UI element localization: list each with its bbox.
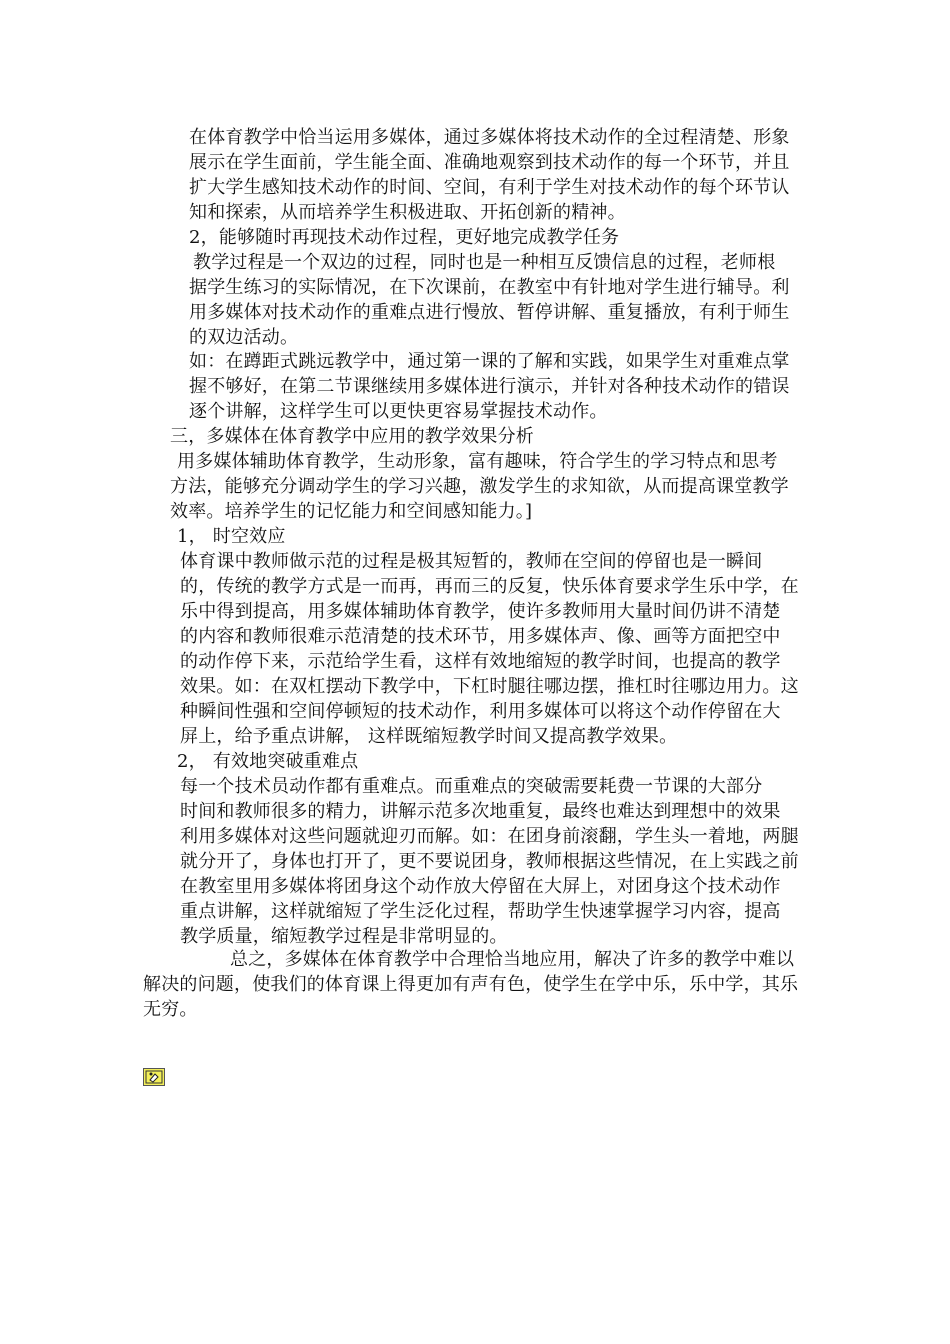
text-line: 时间和教师很多的精力，讲解示范多次地重复，最终也难达到理想中的效果 <box>180 801 781 822</box>
text-line: 的内容和教师很难示范清楚的技术环节，用多媒体声、像、画等方面把空中 <box>180 626 781 647</box>
text-line: 知和探索，从而培养学生积极进取、开拓创新的精神。 <box>189 202 626 223</box>
section-heading: 三，多媒体在体育教学中应用的教学效果分析 <box>170 426 534 447</box>
embedded-object-icon[interactable] <box>143 1068 165 1086</box>
section-heading: 2，能够随时再现技术动作过程，更好地完成教学任务 <box>189 227 620 248</box>
text-line: 用多媒体辅助体育教学，生动形象，富有趣味，符合学生的学习特点和思考 <box>177 451 778 472</box>
subsection-heading: 2， 有效地突破重难点 <box>177 751 359 772</box>
text-line: 就分开了，身体也打开了，更不要说团身，教师根据这些情况，在上实践之前 <box>180 851 799 872</box>
conclusion-line: 总之，多媒体在体育教学中合理恰当地应用，解决了许多的教学中难以 <box>230 949 795 970</box>
text-line: 重点讲解，这样就缩短了学生泛化过程，帮助学生快速掌握学习内容，提高 <box>180 901 781 922</box>
text-line: 种瞬间性强和空间停顿短的技术动作，利用多媒体可以将这个动作停留在大 <box>180 701 781 722</box>
text-line: 的双边活动。 <box>189 327 299 348</box>
text-line: 握不够好，在第二节课继续用多媒体进行演示，并针对各种技术动作的错误 <box>189 376 790 397</box>
text-line: 扩大学生感知技术动作的时间、空间，有利于学生对技术动作的每个环节认 <box>189 177 790 198</box>
text-line: 在体育教学中恰当运用多媒体，通过多媒体将技术动作的全过程清楚、形象 <box>189 127 790 148</box>
text-line: 每一个技术员动作都有重难点。而重难点的突破需要耗费一节课的大部分 <box>180 776 763 797</box>
text-line: 乐中得到提高，用多媒体辅助体育教学，使许多教师用大量时间仍讲不清楚 <box>180 601 781 622</box>
conclusion-line: 无穷。 <box>143 999 198 1020</box>
text-line: 据学生练习的实际情况，在下次课前，在教室中有针地对学生进行辅导。利 <box>189 277 790 298</box>
text-line: 的动作停下来，示范给学生看，这样有效地缩短的教学时间，也提高的教学 <box>180 651 781 672</box>
text-line: 体育课中教师做示范的过程是极其短暂的，教师在空间的停留也是一瞬间 <box>180 551 763 572</box>
text-line: 效果。如：在双杠摆动下教学中，下杠时腿往哪边摆，推杠时往哪边用力。这 <box>180 676 799 697</box>
text-line: 方法，能够充分调动学生的学习兴趣，激发学生的求知欲，从而提高课堂教学 <box>170 476 789 497</box>
text-line: 教学质量，缩短教学过程是非常明显的。 <box>180 926 508 947</box>
text-line: 展示在学生面前，学生能全面、准确地观察到技术动作的每一个环节，并且 <box>189 152 790 173</box>
text-line: 的，传统的教学方式是一而再，再而三的反复，快乐体育要求学生乐中学，在 <box>180 576 799 597</box>
text-line: 如：在蹲距式跳远教学中，通过第一课的了解和实践，如果学生对重难点掌 <box>189 351 790 372</box>
text-line: 在教室里用多媒体将团身这个动作放大停留在大屏上，对团身这个技术动作 <box>180 876 781 897</box>
conclusion-line: 解决的问题，使我们的体育课上得更加有声有色，使学生在学中乐，乐中学，其乐 <box>143 974 799 995</box>
text-line: 利用多媒体对这些问题就迎刃而解。如：在团身前滚翻，学生头一着地，两腿 <box>180 826 799 847</box>
text-line: 屏上，给予重点讲解， 这样既缩短教学时间又提高教学效果。 <box>180 726 678 747</box>
text-line: 用多媒体对技术动作的重难点进行慢放、暂停讲解、重复播放，有利于师生 <box>189 302 790 323</box>
text-line: 效率。培养学生的记忆能力和空间感知能力。] <box>170 501 533 522</box>
subsection-heading: 1， 时空效应 <box>177 526 286 547</box>
text-line: 逐个讲解，这样学生可以更快更容易掌握技术动作。 <box>189 401 608 422</box>
text-line: 教学过程是一个双边的过程，同时也是一种相互反馈信息的过程，老师根 <box>193 252 776 273</box>
